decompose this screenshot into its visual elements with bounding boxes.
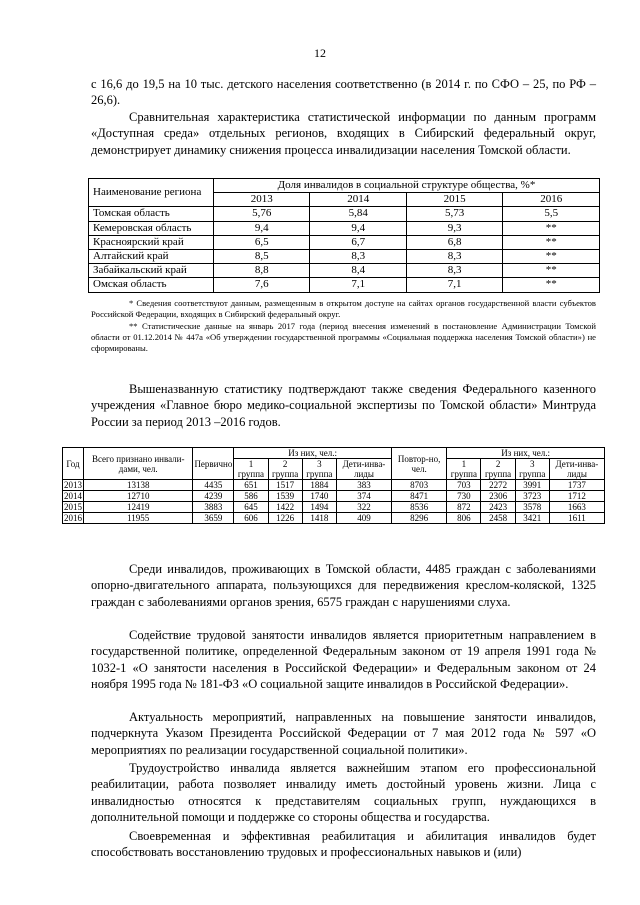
year-cell: 2014 [64, 491, 82, 501]
value-cell: 2423 [481, 502, 515, 513]
header-group-2: 2 группа [481, 459, 515, 480]
cell: 9,3 [406, 221, 502, 235]
value-cell: 1611 [549, 513, 604, 524]
header-group-3: 3 группа [302, 459, 336, 480]
cell: 5,73 [406, 207, 502, 221]
region-name: Алтайский край [89, 250, 214, 264]
cell: 7,1 [310, 278, 406, 292]
value-cell: 1539 [268, 491, 302, 502]
cell: 9,4 [310, 221, 406, 235]
table-row [89, 278, 600, 292]
table-row [89, 221, 600, 235]
value-cell: 2458 [481, 513, 515, 524]
value-cell: 409 [336, 513, 391, 524]
value-cell: 1663 [549, 502, 604, 513]
header-group-3: 3 группа [515, 459, 549, 480]
table-row [63, 513, 605, 524]
value-cell: 1737 [549, 480, 604, 491]
paragraph-decree: Актуальность мероприятий, направленных на повышение занятости инвалидов, подчеркнута Указом Президента Российской Федерации от 7 мая 2012 года № 597 «О мероприятиях по реализации государственной социальной политики». [91, 710, 596, 757]
paragraph-employment-policy: Содействие трудовой занятости инвалидов является приоритетным направлением в государственной политике, определенной Федеральным законом от 19 апреля 1991 года № 1032-1 «О занятости населения в Российской Федерации» и Федеральным законом от 24 ноября 1995 года № 181-ФЗ «О социальной защите инвалидов в Российской Федерации». [91, 628, 596, 692]
table-row [63, 502, 605, 513]
header-children: Дети-инва-лиды [549, 459, 604, 480]
cell: ** [503, 235, 600, 249]
value-cell: 322 [336, 502, 391, 513]
cell: 8,8 [214, 264, 310, 278]
value-cell: 374 [336, 491, 391, 502]
header-repeat: Повтор-но, чел. [391, 448, 446, 480]
region-name: Забайкальский край [89, 264, 214, 278]
header-share: Доля инвалидов в социальной структуре общества, %* [214, 179, 600, 193]
header-group-1: 1 группа [234, 459, 268, 480]
value-cell: 8296 [391, 513, 446, 524]
paragraph-statistics-source: Вышеназванную статистику подтверждают также сведения Федерального казенного учреждения «Главное бюро медико-социальной экспертизы по Томской области» Минтруда России за период 2013 –2016 годов. [91, 382, 596, 429]
table-row [63, 491, 605, 502]
value-cell: 3723 [515, 491, 549, 502]
table-row [89, 207, 600, 221]
footnote-1: * Сведения соответствуют данным, размещенным в открытом доступе на сайтах органов государственной власти субъектов Российской Федерации, входящих в Сибирский федеральный округ. [91, 298, 596, 319]
region-name: Омская область [89, 278, 214, 292]
value-cell: 3578 [515, 502, 549, 513]
year-cell: 2015 [64, 502, 82, 512]
cell: 8,3 [406, 264, 502, 278]
value-cell: 3991 [515, 480, 549, 491]
mse-statistics-table [62, 447, 605, 524]
paragraph-intro: с 16,6 до 19,5 на 10 тыс. детского населения соответственно (в 2014 г. по СФО – 25, по РФ – 26,6). [91, 77, 596, 108]
table-row [89, 264, 600, 278]
cell: 8,4 [310, 264, 406, 278]
value-cell: 3421 [515, 513, 549, 524]
header-year: 2014 [310, 193, 406, 207]
table-row [89, 235, 600, 249]
paragraph-rehabilitation: Трудоустройство инвалида является важнейшим этапом его профессиональной реабилитации, работа позволяет инвалиду иметь достойный уровень жизни. Лица с инвалидностью относятся к представителям социальных групп, нуждающихся в дополнительной помощи и поддержке со стороны общества и государства. [91, 761, 596, 825]
value-cell: 586 [234, 491, 268, 502]
region-name: Красноярский край [89, 235, 214, 249]
value-cell: 11955 [84, 513, 193, 524]
footnote-2: ** Статистические данные на январь 2017 года (период внесения изменений в постановление Администрации Томской области от 01.12.2014 № 447а «Об утверждении государственной программы «Социальная поддержка населения Томской области») не сформированы. [91, 321, 596, 353]
header-year: 2013 [214, 193, 310, 207]
value-cell: 12419 [84, 502, 193, 513]
value-cell: 703 [447, 480, 481, 491]
cell: ** [503, 250, 600, 264]
value-cell: 12710 [84, 491, 193, 502]
header-of-them: Из них, чел.: [447, 448, 605, 459]
paragraph-disabled-population: Среди инвалидов, проживающих в Томской области, 4485 граждан с заболеваниями опорно-двигательного аппарата, пользующихся для передвижения креслом-коляской, 1325 граждан с заболеваниями органов зрения, 6575 граждан с нарушениями слуха. [91, 562, 596, 609]
value-cell: 1226 [268, 513, 302, 524]
cell: 5,84 [310, 207, 406, 221]
value-cell: 730 [447, 491, 481, 502]
cell: 7,6 [214, 278, 310, 292]
value-cell: 383 [336, 480, 391, 491]
value-cell: 2306 [481, 491, 515, 502]
year-cell: 2013 [64, 480, 82, 490]
paragraph-comparison: Сравнительная характеристика статистической информации по данным программ «Доступная среда» отдельных регионов, входящих в Сибирский федеральный округ, демонстрирует динамику снижения процесса инвалидизации населения Томской области. [91, 110, 596, 157]
value-cell: 2272 [481, 480, 515, 491]
value-cell: 651 [234, 480, 268, 491]
value-cell: 8703 [391, 480, 446, 491]
value-cell: 645 [234, 502, 268, 513]
value-cell: 1712 [549, 491, 604, 502]
value-cell: 872 [447, 502, 481, 513]
cell: 7,1 [406, 278, 502, 292]
value-cell: 1884 [302, 480, 336, 491]
cell: 5,5 [503, 207, 600, 221]
value-cell: 1418 [302, 513, 336, 524]
cell: 6,5 [214, 235, 310, 249]
cell: ** [503, 264, 600, 278]
cell: 6,7 [310, 235, 406, 249]
cell: ** [503, 278, 600, 292]
value-cell: 1740 [302, 491, 336, 502]
value-cell: 606 [234, 513, 268, 524]
header-year: 2016 [503, 193, 600, 207]
value-cell: 1517 [268, 480, 302, 491]
value-cell: 4239 [193, 491, 234, 502]
value-cell: 3659 [193, 513, 234, 524]
value-cell: 806 [447, 513, 481, 524]
value-cell: 4435 [193, 480, 234, 491]
header-year: Год [63, 448, 84, 480]
header-group-1: 1 группа [447, 459, 481, 480]
value-cell: 1422 [268, 502, 302, 513]
table-row [63, 480, 605, 491]
page-number: 12 [314, 46, 326, 60]
cell: 5,76 [214, 207, 310, 221]
cell: 9,4 [214, 221, 310, 235]
header-of-them: Из них, чел.: [234, 448, 392, 459]
value-cell: 13138 [84, 480, 193, 491]
value-cell: 3883 [193, 502, 234, 513]
table-row [89, 250, 600, 264]
header-children: Дети-инва-лиды [336, 459, 391, 480]
header-region: Наименование региона [89, 179, 214, 207]
region-name: Кемеровская область [89, 221, 214, 235]
cell: 8,3 [310, 250, 406, 264]
cell: 8,5 [214, 250, 310, 264]
value-cell: 8471 [391, 491, 446, 502]
header-primary: Первично [193, 448, 234, 480]
header-total: Всего признано инвали-дами, чел. [84, 448, 193, 480]
header-group-2: 2 группа [268, 459, 302, 480]
header-year: 2015 [406, 193, 502, 207]
value-cell: 1494 [302, 502, 336, 513]
cell: 6,8 [406, 235, 502, 249]
region-name: Томская область [89, 207, 214, 221]
year-cell: 2016 [64, 513, 82, 523]
paragraph-timely-rehabilitation: Своевременная и эффективная реабилитация и абилитация инвалидов будет способствовать восстановлению трудовых и профессиональных навыков и (или) [91, 829, 596, 860]
cell: ** [503, 221, 600, 235]
value-cell: 8536 [391, 502, 446, 513]
cell: 8,3 [406, 250, 502, 264]
regions-disability-table [88, 178, 600, 293]
